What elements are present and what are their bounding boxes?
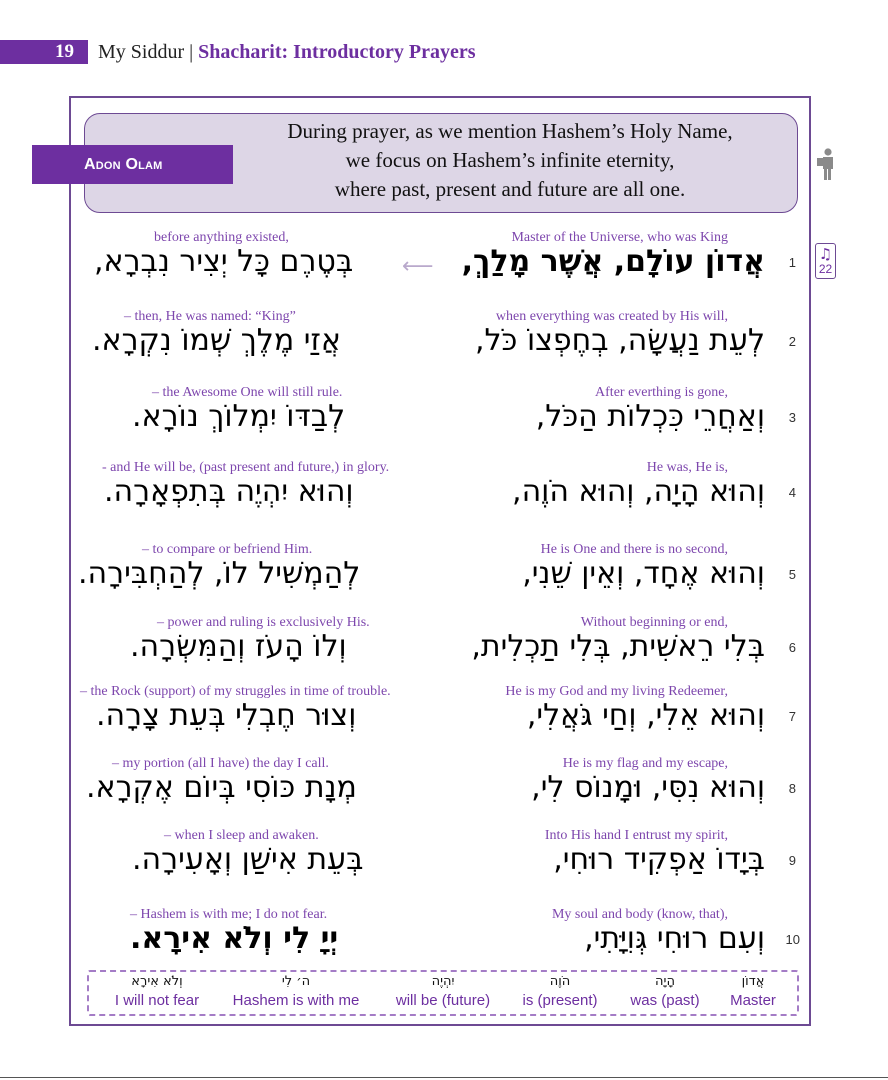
running-header bbox=[98, 39, 476, 65]
glossary-item bbox=[623, 972, 707, 1010]
left-gloss: – to compare or befriend Him. bbox=[142, 542, 313, 557]
left-hebrew: בְּעֵת אִישַׁן וְאָעִירָה. bbox=[132, 842, 364, 877]
right-hebrew: וְהוּא הָיָה, וְהוּא הֹוֶה, bbox=[512, 474, 765, 509]
glossary-english: will be (future) bbox=[395, 992, 491, 1009]
left-hebrew: יְיָ לִי וְלֹא אִירָא. bbox=[130, 921, 339, 956]
glossary-item bbox=[513, 972, 607, 1010]
intro-line: During prayer, as we mention Hashem’s Holy Name, bbox=[287, 119, 733, 143]
left-hebrew: מְנָת כּוֹסִי בְּיוֹם אֶקְרָא. bbox=[86, 770, 357, 805]
glossary-english: is (present) bbox=[522, 992, 598, 1009]
right-hebrew: וְהוּא אֵלִי, וְחַי גֹּאֲלִי, bbox=[526, 698, 765, 733]
right-gloss: He is my flag and my escape, bbox=[562, 756, 728, 771]
left-hebrew: אֲזַי מֶלֶךְ שְׁמוֹ נִקְרָא. bbox=[92, 323, 341, 358]
glossary-hebrew: אֲדוֹן bbox=[741, 974, 765, 989]
left-hebrew: בְּטֶרֶם כָּל יְצִיר נִבְרָא, bbox=[94, 244, 354, 279]
audio-track-number: 22 bbox=[818, 262, 833, 276]
left-gloss: – then, He was named: “King” bbox=[124, 309, 296, 324]
music-note-icon: ♫ bbox=[818, 245, 833, 263]
glossary-english: was (past) bbox=[630, 992, 700, 1009]
line-number: 7 bbox=[788, 709, 796, 724]
header-separator: | bbox=[184, 41, 199, 63]
right-gloss: My soul and body (know, that), bbox=[551, 907, 728, 922]
glossary-item bbox=[223, 972, 369, 1010]
line-number: 5 bbox=[788, 567, 796, 582]
line-number: 9 bbox=[788, 853, 796, 868]
intro-text bbox=[230, 117, 790, 204]
right-gloss: when everything was created by His will, bbox=[495, 309, 728, 324]
right-hebrew: וְעִם רוּחִי גְּוִיָּתִי, bbox=[584, 921, 765, 956]
right-gloss: Master of the Universe, who was King bbox=[511, 230, 728, 245]
line-number: 6 bbox=[788, 640, 796, 655]
audio-track-badge[interactable] bbox=[815, 243, 836, 279]
left-hebrew: וְהוּא יִהְיֶה בְּתִפְאָרָה. bbox=[104, 474, 354, 509]
left-hebrew: וְצוּר חֶבְלִי בְּעֵת צָרָה. bbox=[96, 698, 357, 733]
right-gloss: He is One and there is no second, bbox=[540, 542, 728, 557]
right-hebrew: לְעֵת נַעֲשָׂה, בְחֶפְצוֹ כֹּל, bbox=[474, 323, 765, 358]
bottom-rule bbox=[0, 1077, 888, 1078]
section-title: Shacharit: Introductory Prayers bbox=[198, 41, 476, 63]
prayer-title-tab bbox=[32, 145, 233, 184]
glossary-item bbox=[101, 972, 213, 1010]
verse-row bbox=[72, 385, 810, 455]
right-hebrew: וְאַחֲרֵי כִּכְלוֹת הַכֹּל, bbox=[535, 399, 765, 434]
right-hebrew: בְּלִי רֵאשִׁית, בְּלִי תַכְלִית, bbox=[471, 629, 765, 664]
left-gloss: – the Rock (support) of my struggles in time of trouble. bbox=[80, 684, 391, 699]
left-gloss: – power and ruling is exclusively His. bbox=[157, 615, 370, 630]
glossary-box bbox=[87, 970, 799, 1016]
intro-line: we focus on Hashem’s infinite eternity, bbox=[345, 148, 675, 172]
right-gloss: He was, He is, bbox=[646, 460, 728, 475]
left-hebrew: לְהַמְשִׁיל לוֹ, לְהַחְבִּירָה. bbox=[78, 556, 361, 591]
verse-row bbox=[72, 828, 810, 898]
line-number: 4 bbox=[788, 485, 796, 500]
right-gloss: Without beginning or end, bbox=[580, 615, 728, 630]
left-hebrew: לְבַדּוֹ יִמְלוֹךְ נוֹרָא. bbox=[132, 399, 346, 434]
glossary-hebrew: הָיָה bbox=[655, 974, 675, 989]
verse-row bbox=[72, 615, 810, 685]
reader-figure-icon bbox=[816, 146, 836, 182]
left-gloss: - and He will be, (past present and future,) in glory. bbox=[102, 460, 390, 475]
book-title: My Siddur bbox=[98, 41, 185, 63]
right-gloss: After everthing is gone, bbox=[595, 385, 728, 400]
glossary-english: Hashem is with me bbox=[232, 992, 360, 1009]
glossary-english: I will not fear bbox=[114, 992, 200, 1009]
verse-row bbox=[72, 907, 810, 977]
verse-row bbox=[72, 460, 810, 530]
verse-row bbox=[72, 230, 810, 300]
line-number: 10 bbox=[785, 932, 800, 947]
glossary-hebrew: וְלֹא אִירָא bbox=[131, 974, 183, 989]
arrow-left-icon: ⟵ bbox=[402, 254, 434, 279]
glossary-hebrew: ה׳ לִי bbox=[281, 974, 311, 989]
left-gloss: before anything existed, bbox=[154, 230, 289, 245]
left-gloss: – the Awesome One will still rule. bbox=[152, 385, 343, 400]
verse-row bbox=[72, 309, 810, 379]
glossary-item bbox=[723, 972, 783, 1010]
intro-line: where past, present and future are all one. bbox=[334, 177, 686, 201]
line-number: 2 bbox=[788, 334, 796, 349]
verse-row bbox=[72, 542, 810, 612]
right-gloss: Into His hand I entrust my spirit, bbox=[544, 828, 728, 843]
glossary-item bbox=[383, 972, 503, 1010]
glossary-hebrew: הֹוֶה bbox=[549, 974, 571, 989]
verse-row bbox=[72, 684, 810, 754]
prayer-title: Adon Olam bbox=[84, 156, 163, 173]
left-gloss: – when I sleep and awaken. bbox=[164, 828, 319, 843]
right-gloss: He is my God and my living Redeemer, bbox=[505, 684, 728, 699]
right-hebrew: וְהוּא אֶחָד, וְאֵין שֵׁנִי, bbox=[522, 556, 765, 591]
right-hebrew: אֲדוֹן עוֹלָם, אֲשֶׁר מָלַךְ, bbox=[461, 244, 765, 279]
right-hebrew: וְהוּא נִסִּי, וּמָנוֹס לִי, bbox=[531, 770, 765, 805]
line-number: 1 bbox=[788, 255, 796, 270]
line-number: 3 bbox=[788, 410, 796, 425]
verse-row bbox=[72, 756, 810, 826]
right-hebrew: בְּיָדוֹ אַפְקִיד רוּחִי, bbox=[553, 842, 765, 877]
glossary-hebrew: יִהְיֶה bbox=[431, 974, 455, 989]
left-hebrew: וְלוֹ הָעֹז וְהַמִּשְׂרָה. bbox=[130, 629, 347, 664]
glossary-english: Master bbox=[730, 992, 776, 1009]
line-number: 8 bbox=[788, 781, 796, 796]
left-gloss: – my portion (all I have) the day I call. bbox=[112, 756, 329, 771]
page-number: 19 bbox=[55, 41, 74, 62]
left-gloss: – Hashem is with me; I do not fear. bbox=[130, 907, 328, 922]
